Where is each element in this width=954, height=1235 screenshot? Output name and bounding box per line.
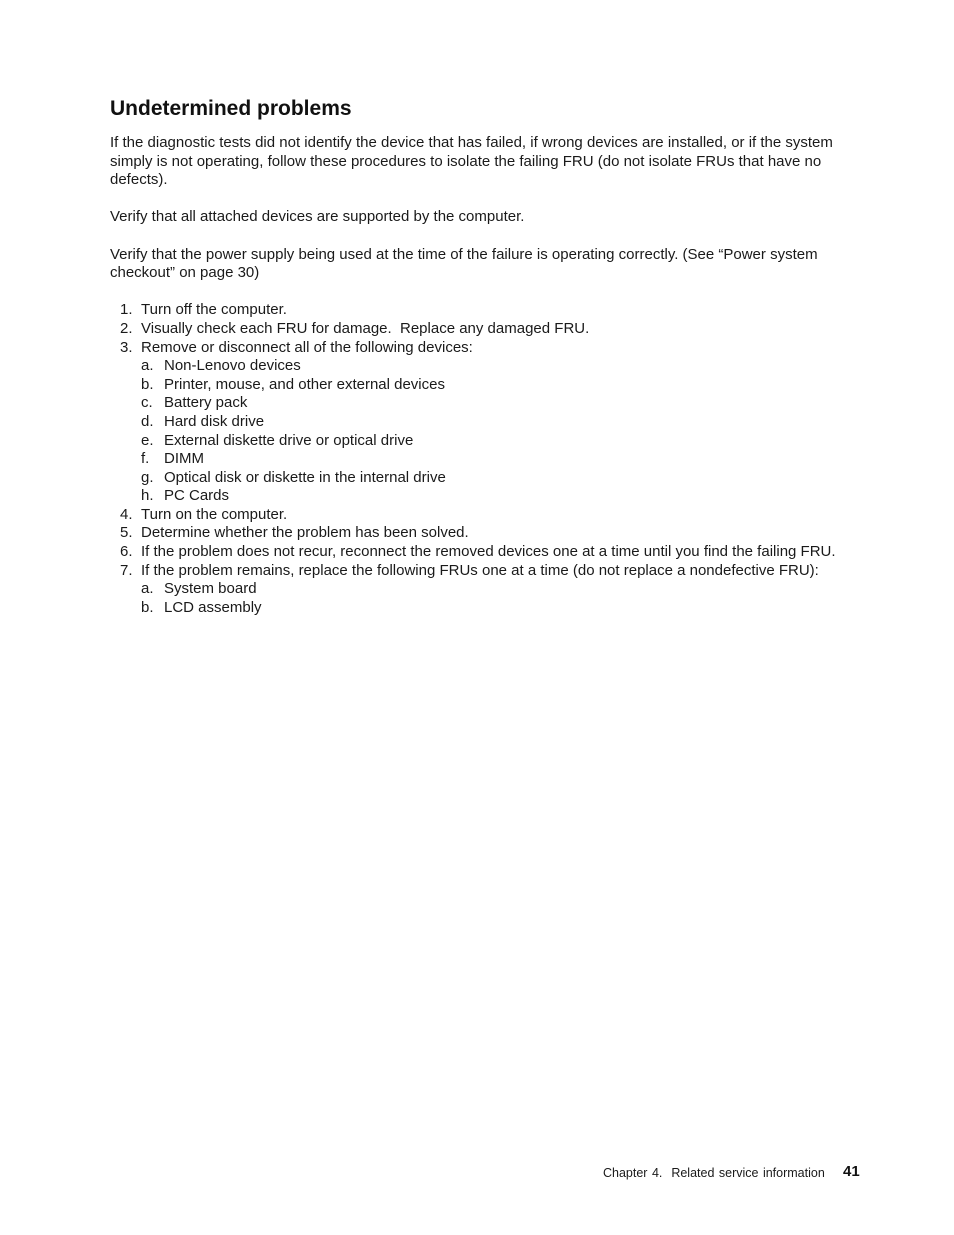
sub-letter: c.: [141, 394, 153, 412]
intro-paragraph: If the diagnostic tests did not identify the device that has failed, if wrong devices are installed, or if the system simply is not operating, follow these procedures to isolate the failing FRU (do not isolate FRUs that have no defects).: [110, 134, 833, 189]
sub-text: Optical disk or diskette in the internal drive: [164, 468, 446, 486]
step-4: [110, 506, 870, 525]
sub-text: LCD assembly: [164, 598, 262, 616]
sub-text: Printer, mouse, and other external devices: [164, 375, 445, 393]
sub-letter: b.: [141, 598, 154, 616]
sub-letter: a.: [141, 580, 154, 598]
main-content: [110, 96, 870, 617]
list-item: [141, 357, 870, 376]
step-number: 5.: [120, 524, 133, 542]
step-3-subitems: [141, 357, 870, 506]
sub-letter: h.: [141, 487, 154, 505]
step-number: 6.: [120, 543, 133, 561]
step-text: Visually check each FRU for damage. Replace any damaged FRU.: [141, 319, 590, 337]
step-text: Turn off the computer.: [141, 301, 287, 319]
sub-letter: d.: [141, 412, 154, 430]
sub-letter: f.: [141, 450, 150, 468]
sub-letter: a.: [141, 357, 154, 375]
step-number: 2.: [120, 319, 133, 337]
list-item: [141, 487, 870, 506]
sub-text: Hard disk drive: [164, 412, 265, 430]
list-item: [141, 450, 870, 469]
step-6: [110, 543, 870, 562]
sub-text: Battery pack: [164, 394, 248, 412]
step-text: Turn on the computer.: [141, 505, 288, 523]
verify-power-paragraph: Verify that the power supply being used at the time of the failure is operating correctly. (See “Power system checkout” on page 30): [110, 245, 818, 282]
sub-text: PC Cards: [164, 487, 230, 505]
list-item: [141, 580, 870, 599]
list-item: [141, 376, 870, 395]
verify-devices-paragraph: Verify that all attached devices are supported by the computer.: [110, 208, 525, 226]
list-item: [141, 469, 870, 488]
sub-letter: e.: [141, 431, 154, 449]
list-item: [141, 394, 870, 413]
step-2: [110, 320, 870, 339]
step-text: If the problem remains, replace the following FRUs one at a time (do not replace a nondefective FRU):: [141, 561, 819, 579]
sub-text: Non-Lenovo devices: [164, 357, 301, 375]
step-3: [110, 339, 870, 506]
step-number: 1.: [120, 301, 133, 319]
step-number: 3.: [120, 338, 133, 356]
page-number: 41: [843, 1163, 860, 1180]
step-5: [110, 524, 870, 543]
section-heading: Undetermined problems: [110, 97, 352, 120]
step-7: [110, 562, 870, 618]
footer-chapter-label: Chapter 4. Related service information: [603, 1166, 825, 1180]
list-item: [141, 413, 870, 432]
list-item: [141, 432, 870, 451]
list-item: [141, 599, 870, 618]
step-number: 7.: [120, 561, 133, 579]
step-7-subitems: [141, 580, 870, 617]
sub-letter: g.: [141, 468, 154, 486]
procedure-steps: [110, 301, 870, 617]
step-text: Determine whether the problem has been solved.: [141, 524, 469, 542]
sub-letter: b.: [141, 375, 154, 393]
step-text: If the problem does not recur, reconnect the removed devices one at a time until you find the failing FRU.: [141, 543, 836, 561]
step-1: [110, 301, 870, 320]
sub-text: System board: [164, 580, 257, 598]
sub-text: External diskette drive or optical drive: [164, 431, 414, 449]
step-number: 4.: [120, 505, 133, 523]
step-text: Remove or disconnect all of the following devices:: [141, 338, 473, 356]
sub-text: DIMM: [164, 450, 204, 468]
